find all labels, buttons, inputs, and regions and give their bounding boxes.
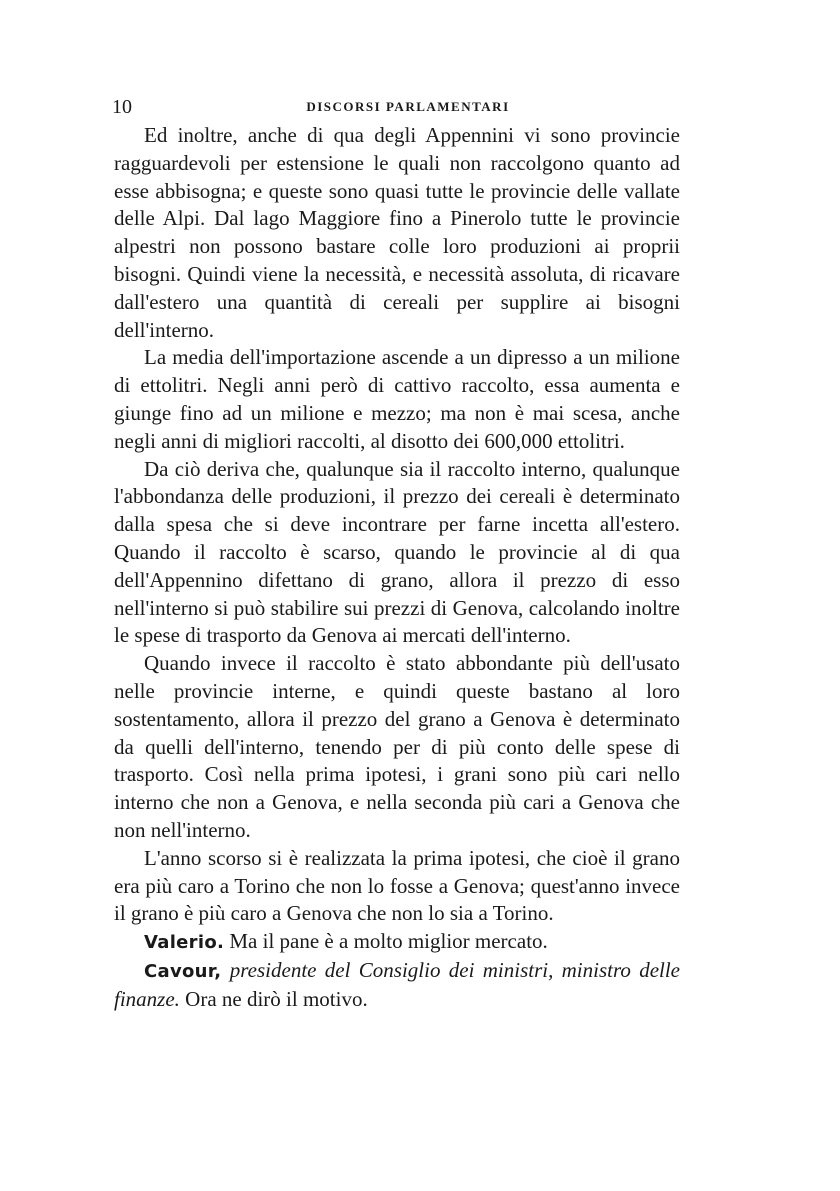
paragraph: La media dell'importazione ascende a un dipresso a un milione di ettolitri. Negli anni però di cattivo raccolto, essa aumenta e giunge fino ad un milione e mezzo; ma non è mai scesa, anche negli anni di migliori raccolti, al disotto dei 600,000 ettolitri. bbox=[114, 345, 680, 453]
paragraph: L'anno scorso si è realizzata la prima ipotesi, che cioè il grano era più caro a Torino che non lo fosse a Genova; quest'anno invece il grano è più caro a Genova che non lo sia a Torino. bbox=[114, 845, 680, 926]
dialogue-line bbox=[114, 928, 680, 957]
paragraph: Ed inoltre, anche di qua degli Appennini vi sono provincie ragguardevoli per estensione le quali non raccolgono quanto ad esse abbisogna; e queste sono quasi tutte le provincie delle vallate delle Alpi. Dal lago Maggiore fino a Pinerolo tutte le provincie alpestri non possono bastare colle loro produzioni ai proprii bisogni. Quindi viene la necessità, e necessità assoluta, di ricavare dall'estero una quantità di cereali per supplire ai bisogni dell'interno. bbox=[114, 123, 680, 342]
dialogue-text: Ma il pane è a molto miglior mercato. bbox=[229, 929, 548, 954]
paragraph: Da ciò deriva che, qualunque sia il raccolto interno, qualunque l'abbondanza delle produzioni, il prezzo dei cereali è determinato dalla spesa che si deve incontrare per farne incetta all'estero. Quando il raccolto è scarso, quando le provincie al di qua dell'Appennino difettano di grano, allora il prezzo di esso nell'interno si può stabilire sui prezzi di Genova, calcolando inoltre le spese di trasporto da Genova ai mercati dell'interno. bbox=[114, 456, 680, 648]
speaker-name: Valerio. bbox=[144, 932, 225, 954]
paragraph: Quando invece il raccolto è stato abbondante più dell'usato nelle provincie interne, e quindi queste bastano al loro sostentamento, allora il prezzo del grano a Genova è determinato da quelli dell'interno, tenendo per di più conto delle spese di trasporto. Così nella prima ipotesi, i grani sono più cari nello interno che non a Genova, e nella seconda più cari a Genova che non nell'interno. bbox=[114, 651, 680, 842]
running-header bbox=[112, 96, 704, 118]
page-number: 10 bbox=[112, 96, 132, 118]
body-text bbox=[114, 122, 680, 1014]
dialogue-line bbox=[114, 957, 680, 1014]
speaker-role: presidente del Consiglio dei ministri, ministro delle finanze. bbox=[114, 957, 681, 1011]
running-title: DISCORSI PARLAMENTARI bbox=[306, 99, 510, 114]
speaker-name: Cavour, bbox=[144, 960, 222, 982]
dialogue-text: Ora ne dirò il motivo. bbox=[185, 986, 368, 1011]
